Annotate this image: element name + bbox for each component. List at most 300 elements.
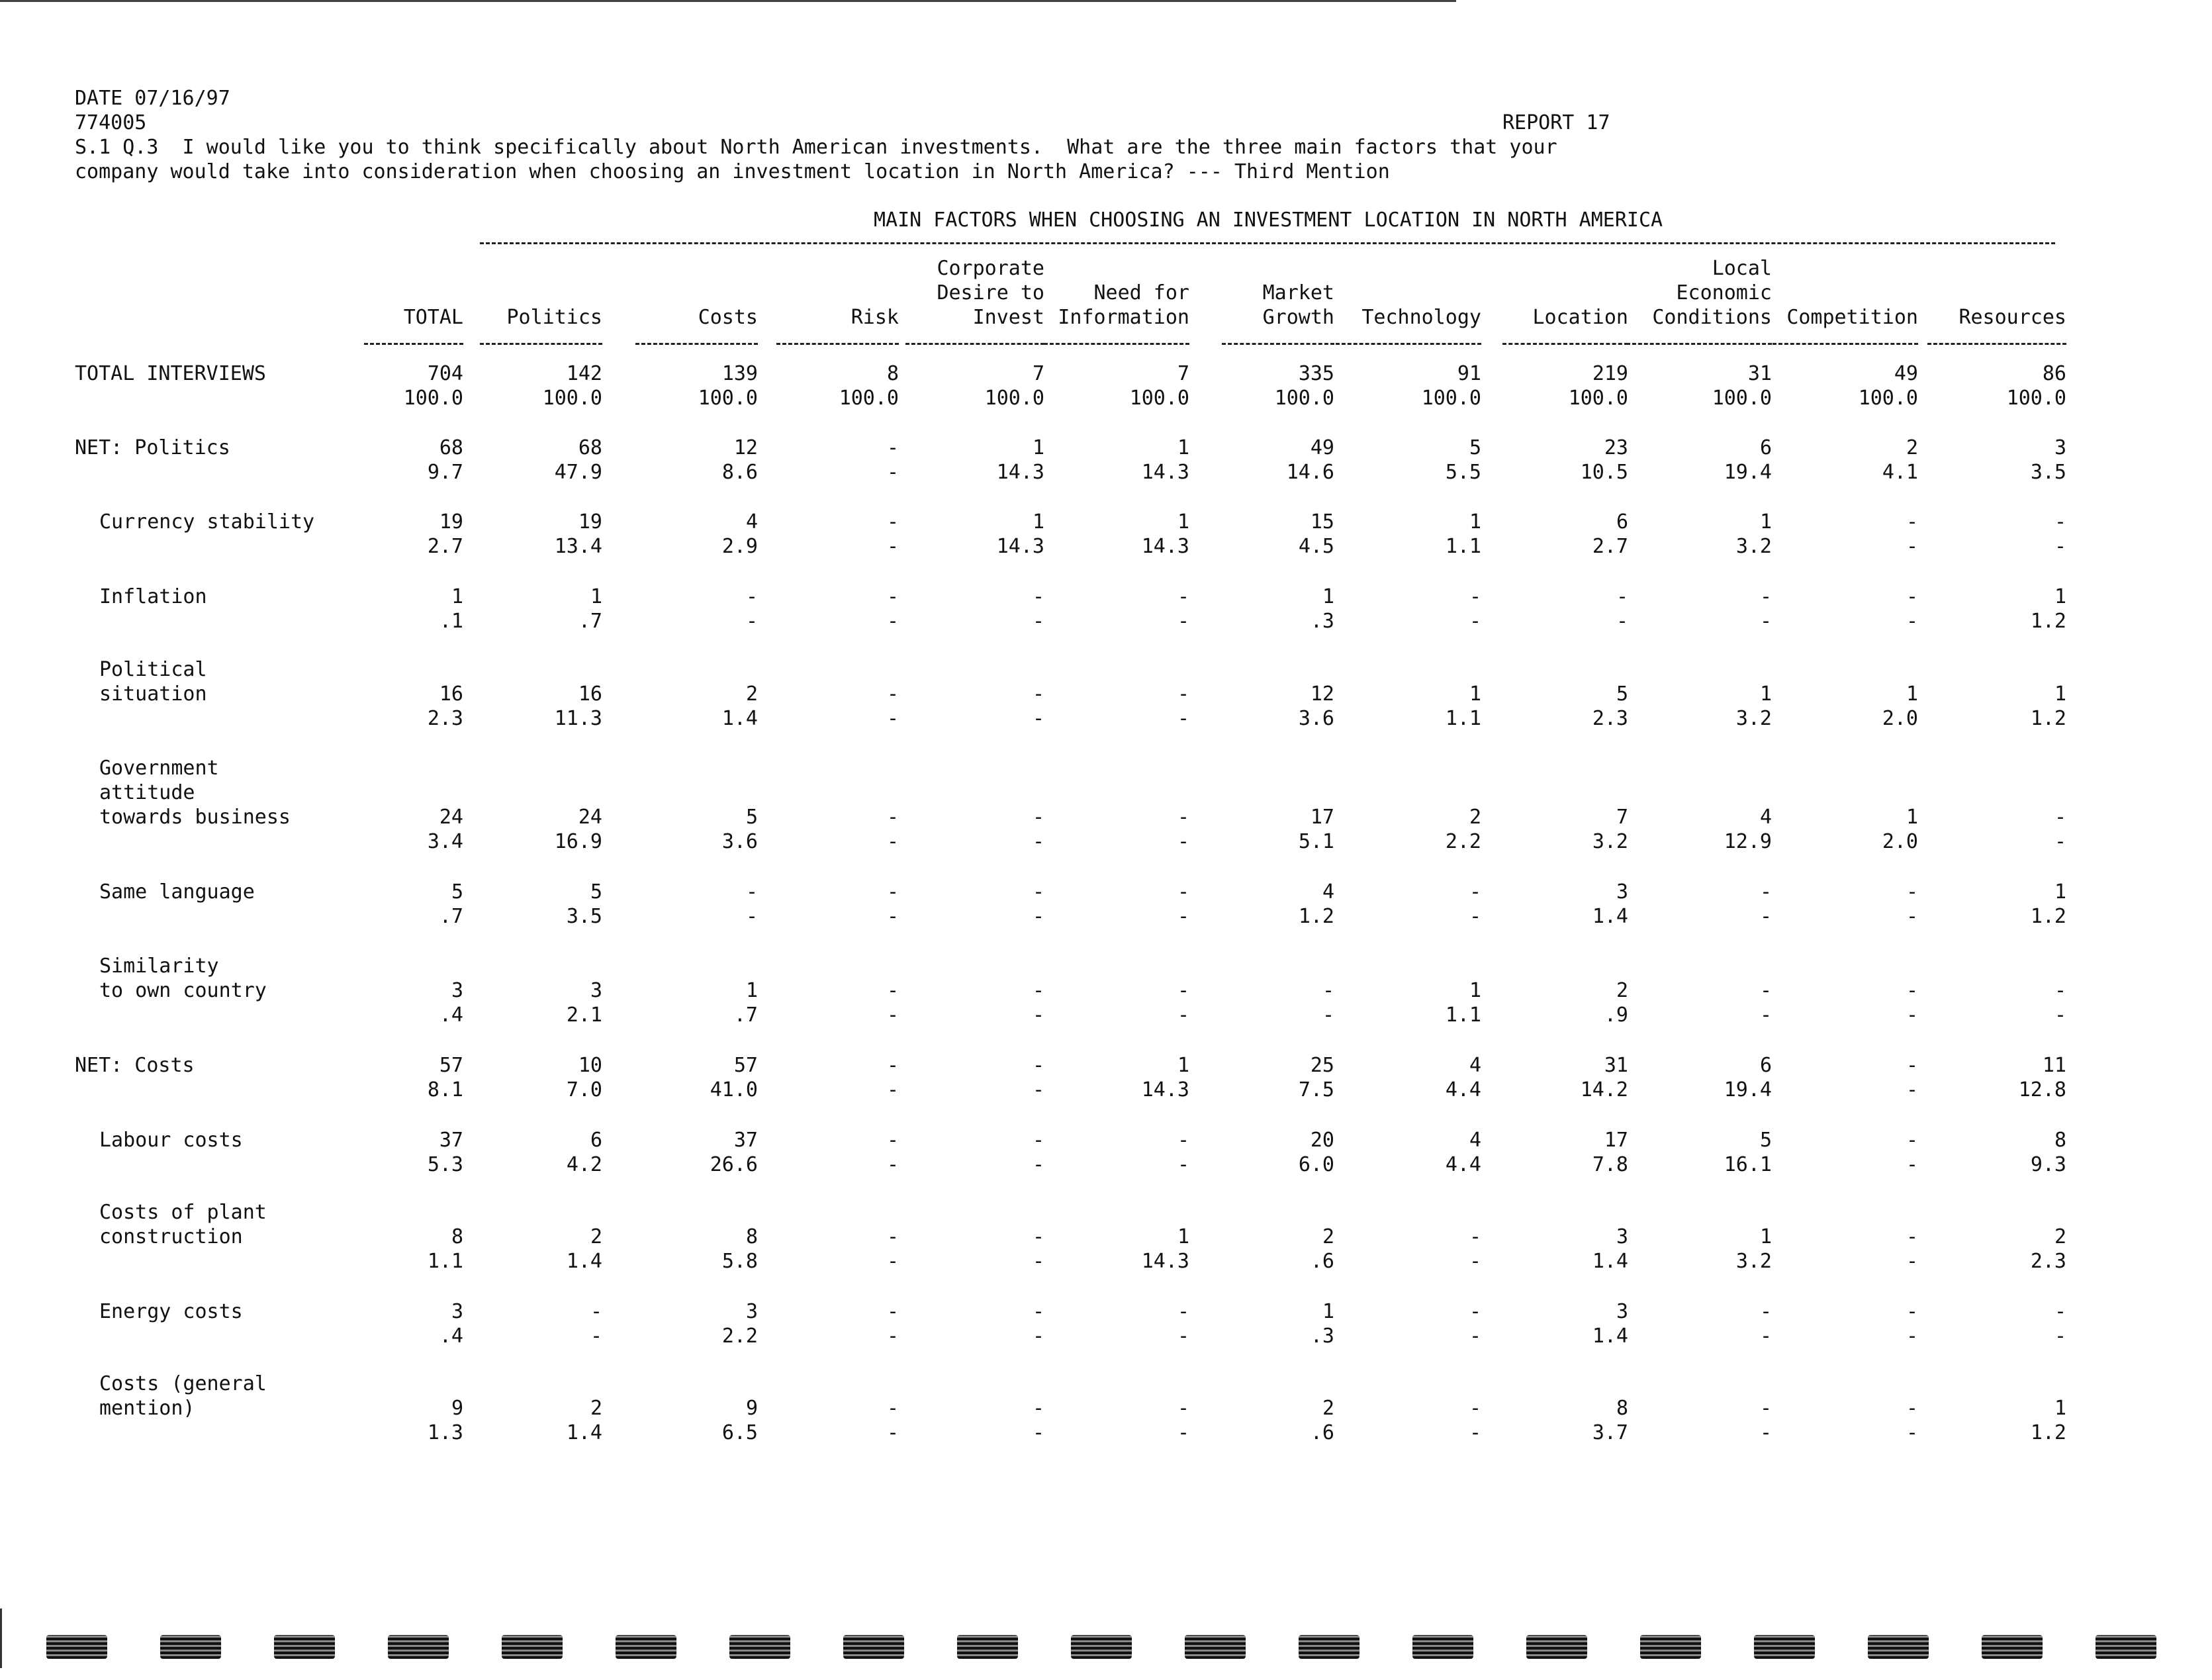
percent-cell: 7.0	[566, 1078, 602, 1101]
percent-cell: -	[886, 830, 899, 853]
percent-cell: 1.1	[1445, 1003, 1481, 1027]
count-cell: -	[1032, 682, 1044, 706]
percent-cell: 3.2	[1735, 707, 1772, 730]
count-cell: 1	[1032, 510, 1044, 534]
percent-cell: 5.5	[1445, 461, 1481, 484]
count-cell: 1	[1759, 1225, 1772, 1248]
percent-cell: 100.0	[1568, 387, 1628, 410]
count-cell: 8	[886, 362, 899, 385]
row-label	[99, 1200, 267, 1249]
feed-strip-bar	[1185, 1635, 1246, 1659]
count-cell: -	[886, 1300, 899, 1323]
percent-cell: 2.9	[721, 535, 758, 558]
job-number: 774005	[75, 111, 147, 134]
percent-cell: -	[1906, 1325, 1918, 1348]
percent-cell: 1.4	[721, 707, 758, 730]
percent-cell: -	[1469, 610, 1481, 633]
count-cell: 3	[451, 979, 463, 1002]
count-cell: -	[1759, 585, 1772, 608]
percent-cell: 41.0	[710, 1078, 758, 1101]
page-top-rule	[0, 0, 1456, 2]
percent-cell: -	[1177, 707, 1189, 730]
percent-cell: -	[886, 707, 899, 730]
column-header-underline	[905, 343, 1044, 345]
count-cell: 1	[1177, 1054, 1189, 1077]
count-cell: 7	[1032, 362, 1044, 385]
percent-cell: 12.8	[2018, 1078, 2066, 1101]
count-cell: 6	[1759, 1054, 1772, 1077]
count-cell: 16	[439, 682, 463, 706]
count-cell: 1	[2054, 585, 2066, 608]
percent-cell: 100.0	[2006, 387, 2066, 410]
percent-cell: -	[886, 461, 899, 484]
count-cell: 139	[721, 362, 758, 385]
column-header-line	[1868, 256, 2066, 281]
column-header-underline	[364, 343, 463, 345]
count-cell: 3	[1616, 1300, 1628, 1323]
percent-cell: 14.3	[1141, 535, 1189, 558]
count-cell: -	[1469, 1225, 1481, 1248]
feed-strip-bar	[502, 1635, 563, 1659]
count-cell: 31	[1604, 1054, 1628, 1077]
count-cell: 8	[1616, 1397, 1628, 1420]
percent-cell: 2.0	[1882, 830, 1918, 853]
count-cell: 4	[1469, 1129, 1481, 1152]
feed-strip-bar	[1640, 1635, 1701, 1659]
count-cell: 1	[1469, 682, 1481, 706]
row-label	[99, 1372, 267, 1421]
percent-cell: 1.4	[1592, 905, 1628, 928]
count-cell: -	[1906, 979, 1918, 1002]
count-cell: 49	[1310, 436, 1334, 459]
percent-cell: 1.2	[2030, 707, 2066, 730]
column-header-line: Risk	[851, 306, 899, 329]
count-cell: -	[1906, 1225, 1918, 1248]
percent-cell: -	[745, 610, 758, 633]
percent-cell: 1.1	[1445, 535, 1481, 558]
count-cell: -	[886, 1129, 899, 1152]
count-cell: 57	[733, 1054, 758, 1077]
percent-cell: 100.0	[1129, 387, 1189, 410]
percent-cell: -	[1469, 905, 1481, 928]
percent-cell: 3.6	[1298, 707, 1334, 730]
percent-cell: 19.4	[1724, 1078, 1772, 1101]
percent-cell: 100.0	[698, 387, 758, 410]
column-header-line: Invest	[972, 306, 1044, 329]
count-cell: 37	[733, 1129, 758, 1152]
percent-cell: -	[1469, 1250, 1481, 1273]
count-cell: 3	[590, 979, 602, 1002]
count-cell: -	[886, 510, 899, 534]
column-header-line: Costs	[698, 306, 758, 329]
row-label	[75, 436, 230, 460]
percent-cell: -	[1759, 1421, 1772, 1444]
percent-cell: 11.3	[554, 707, 602, 730]
column-header-underline	[1502, 343, 1628, 345]
count-cell: 5	[745, 806, 758, 829]
feed-strip-bar	[1412, 1635, 1473, 1659]
percent-cell: 5.1	[1298, 830, 1334, 853]
feed-strip-bar	[843, 1635, 904, 1659]
count-cell: 2	[1322, 1397, 1334, 1420]
percent-cell: 2.7	[427, 535, 463, 558]
row-label	[75, 1053, 195, 1078]
count-cell: 6	[590, 1129, 602, 1152]
feed-strip-bar	[388, 1635, 449, 1659]
row-label-line: NET: Costs	[75, 1054, 195, 1077]
feed-strip-bar	[616, 1635, 676, 1659]
count-cell: -	[1906, 585, 1918, 608]
percent-cell: 1.4	[566, 1421, 602, 1444]
percent-cell: 2.2	[1445, 830, 1481, 853]
count-cell: 1	[1469, 979, 1481, 1002]
percent-cell: 5.8	[721, 1250, 758, 1273]
row-label-line: TOTAL INTERVIEWS	[75, 362, 266, 385]
percent-cell: .9	[1604, 1003, 1628, 1027]
percent-cell: .6	[1310, 1250, 1334, 1273]
count-cell: 3	[745, 1300, 758, 1323]
percent-cell: 100.0	[1858, 387, 1918, 410]
count-cell: 219	[1592, 362, 1628, 385]
percent-cell: 1.4	[566, 1250, 602, 1273]
count-cell: 1	[745, 979, 758, 1002]
percent-cell: -	[886, 1421, 899, 1444]
row-label-line: Same language	[99, 880, 255, 904]
feed-strip-bar	[1071, 1635, 1132, 1659]
percent-cell: 14.6	[1286, 461, 1334, 484]
column-header-line: Need for	[1093, 281, 1189, 304]
percent-cell: -	[1906, 535, 1918, 558]
row-label-line: Costs (general	[99, 1372, 267, 1395]
feed-strip-bar	[2096, 1635, 2156, 1659]
percent-cell: -	[886, 1003, 899, 1027]
feed-strip-bar	[1526, 1635, 1587, 1659]
count-cell: -	[1469, 880, 1481, 904]
percent-cell: 7.8	[1592, 1153, 1628, 1176]
percent-cell: -	[1177, 1153, 1189, 1176]
row-label-line: Political	[99, 658, 207, 681]
percent-cell: -	[1906, 1421, 1918, 1444]
row-label	[99, 756, 291, 829]
percent-cell: -	[1906, 1153, 1918, 1176]
row-label-line: situation	[99, 682, 207, 706]
count-cell: 49	[1894, 362, 1918, 385]
percent-cell: -	[1032, 610, 1044, 633]
count-cell: 11	[2042, 1054, 2066, 1077]
column-header-line: Market	[1262, 281, 1334, 304]
percent-cell: 2.1	[566, 1003, 602, 1027]
percent-cell: -	[1032, 1421, 1044, 1444]
count-cell: 1	[1759, 510, 1772, 534]
percent-cell: 100.0	[1712, 387, 1772, 410]
percent-cell: 3.4	[427, 830, 463, 853]
count-cell: 1	[1177, 510, 1189, 534]
count-cell: 335	[1298, 362, 1334, 385]
percent-cell: 19.4	[1724, 461, 1772, 484]
count-cell: 1	[1322, 585, 1334, 608]
count-cell: 1	[451, 585, 463, 608]
percent-cell: 47.9	[554, 461, 602, 484]
column-header	[1868, 256, 2066, 330]
percent-cell: 4.1	[1882, 461, 1918, 484]
count-cell: 86	[2042, 362, 2066, 385]
percent-cell: 8.6	[721, 461, 758, 484]
count-cell: 25	[1310, 1054, 1334, 1077]
percent-cell: 6.5	[721, 1421, 758, 1444]
percent-cell: 12.9	[1724, 830, 1772, 853]
row-label-line: attitude	[99, 781, 195, 804]
count-cell: -	[2054, 510, 2066, 534]
count-cell: -	[1177, 1300, 1189, 1323]
percent-cell: .7	[439, 905, 463, 928]
percent-cell: .3	[1310, 610, 1334, 633]
row-label-line: Inflation	[99, 585, 207, 608]
row-label-line: Similarity	[99, 955, 219, 978]
percent-cell: -	[1032, 1153, 1044, 1176]
percent-cell: -	[1469, 1421, 1481, 1444]
column-header-underline	[635, 343, 758, 345]
count-cell: 91	[1457, 362, 1481, 385]
count-cell: 1	[1759, 682, 1772, 706]
percent-cell: 1.4	[1592, 1250, 1628, 1273]
count-cell: 15	[1310, 510, 1334, 534]
count-cell: 1	[1177, 1225, 1189, 1248]
percent-cell: 14.3	[1141, 1250, 1189, 1273]
percent-cell: 1.1	[427, 1250, 463, 1273]
count-cell: 2	[1616, 979, 1628, 1002]
column-header-line: Competition	[1786, 306, 1918, 329]
percent-cell: 2.3	[1592, 707, 1628, 730]
question-text-line-2: company would take into consideration when choosing an investment location in North America? --- Third Mention	[75, 160, 1390, 183]
feed-strip-bar	[160, 1635, 221, 1659]
percent-cell: -	[2054, 535, 2066, 558]
column-header-line: Local	[1712, 257, 1772, 280]
percent-cell: .4	[439, 1325, 463, 1348]
count-cell: -	[1032, 1300, 1044, 1323]
column-header-line: Corporate	[937, 257, 1044, 280]
percent-cell: -	[1759, 610, 1772, 633]
count-cell: 9	[745, 1397, 758, 1420]
percent-cell: 2.2	[721, 1325, 758, 1348]
count-cell: 12	[1310, 682, 1334, 706]
percent-cell: -	[1032, 707, 1044, 730]
percent-cell: -	[1322, 1003, 1334, 1027]
count-cell: -	[2054, 1300, 2066, 1323]
percent-cell: 4.4	[1445, 1078, 1481, 1101]
percent-cell: -	[886, 1153, 899, 1176]
count-cell: -	[1032, 806, 1044, 829]
percent-cell: 100.0	[1274, 387, 1334, 410]
count-cell: 1	[2054, 880, 2066, 904]
column-header-underline	[776, 343, 899, 345]
percent-cell: 3.2	[1592, 830, 1628, 853]
percent-cell: 26.6	[710, 1153, 758, 1176]
feed-strip-bar	[1868, 1635, 1929, 1659]
percent-cell: 100.0	[1421, 387, 1481, 410]
row-label-line: construction	[99, 1225, 243, 1248]
count-cell: -	[1759, 1300, 1772, 1323]
column-header-line: Location	[1532, 306, 1628, 329]
percent-cell: -	[886, 535, 899, 558]
row-label	[99, 657, 207, 706]
count-cell: -	[886, 1225, 899, 1248]
column-header-underline	[480, 343, 602, 345]
feed-strip-bar	[957, 1635, 1018, 1659]
column-header-line: Economic	[1676, 281, 1772, 304]
count-cell: 2	[590, 1397, 602, 1420]
column-header-underline	[1773, 343, 1918, 345]
column-header-line: Information	[1058, 306, 1189, 329]
count-cell: 17	[1604, 1129, 1628, 1152]
count-cell: 24	[578, 806, 602, 829]
count-cell: -	[1032, 880, 1044, 904]
row-label-line: Government	[99, 757, 219, 780]
count-cell: 68	[578, 436, 602, 459]
count-cell: 3	[2054, 436, 2066, 459]
count-cell: -	[1906, 1397, 1918, 1420]
count-cell: 8	[745, 1225, 758, 1248]
percent-cell: -	[1032, 1003, 1044, 1027]
percent-cell: 100.0	[542, 387, 602, 410]
count-cell: -	[1177, 1129, 1189, 1152]
count-cell: 24	[439, 806, 463, 829]
column-header-underline	[1222, 343, 1334, 345]
percent-cell: 2.7	[1592, 535, 1628, 558]
count-cell: 1	[1469, 510, 1481, 534]
count-cell: 6	[1759, 436, 1772, 459]
percent-cell: 14.3	[1141, 461, 1189, 484]
count-cell: -	[745, 880, 758, 904]
column-header-underline	[1927, 343, 2066, 345]
percent-cell: -	[1177, 1325, 1189, 1348]
column-header-underline	[1626, 343, 1772, 345]
count-cell: 17	[1310, 806, 1334, 829]
report-number: REPORT 17	[1502, 111, 1610, 134]
percent-cell: 14.3	[996, 461, 1044, 484]
percent-cell: 100.0	[984, 387, 1044, 410]
row-label-line: towards business	[99, 806, 291, 829]
count-cell: -	[886, 436, 899, 459]
percent-cell: -	[1177, 1421, 1189, 1444]
row-label-line: NET: Politics	[75, 436, 230, 459]
banner-dashed-rule	[480, 242, 2055, 244]
count-cell: -	[886, 880, 899, 904]
percent-cell: -	[1032, 1078, 1044, 1101]
count-cell: -	[886, 585, 899, 608]
count-cell: 7	[1616, 806, 1628, 829]
percent-cell: -	[2054, 1325, 2066, 1348]
count-cell: -	[1759, 880, 1772, 904]
percent-cell: 6.0	[1298, 1153, 1334, 1176]
row-label	[99, 954, 267, 1003]
percent-cell: 1.3	[427, 1421, 463, 1444]
count-cell: -	[1032, 979, 1044, 1002]
row-label-line: Currency stability	[99, 510, 315, 534]
count-cell: -	[1032, 1054, 1044, 1077]
row-label	[99, 1299, 243, 1324]
feed-strip-bar	[1982, 1635, 2043, 1659]
percent-cell: 3.6	[721, 830, 758, 853]
percent-cell: 1.2	[2030, 1421, 2066, 1444]
count-cell: 5	[451, 880, 463, 904]
row-label	[75, 361, 266, 386]
count-cell: 1	[1906, 682, 1918, 706]
count-cell: 4	[745, 510, 758, 534]
count-cell: -	[1177, 682, 1189, 706]
percent-cell: -	[886, 1250, 899, 1273]
column-header-line: Resources	[1959, 306, 2066, 329]
percent-cell: 10.5	[1580, 461, 1628, 484]
percent-cell: 9.7	[427, 461, 463, 484]
count-cell: -	[1469, 1397, 1481, 1420]
count-cell: 5	[1616, 682, 1628, 706]
count-cell: -	[886, 682, 899, 706]
row-label-line: mention)	[99, 1397, 195, 1420]
percent-cell: 13.4	[554, 535, 602, 558]
percent-cell: .3	[1310, 1325, 1334, 1348]
count-cell: -	[1032, 1397, 1044, 1420]
count-cell: 1	[1322, 1300, 1334, 1323]
count-cell: 4	[1469, 1054, 1481, 1077]
percent-cell: -	[1759, 1003, 1772, 1027]
row-label	[99, 1128, 243, 1152]
count-cell: 20	[1310, 1129, 1334, 1152]
count-cell: -	[1906, 1300, 1918, 1323]
percent-cell: 3.2	[1735, 535, 1772, 558]
count-cell: 16	[578, 682, 602, 706]
percent-cell: 4.2	[566, 1153, 602, 1176]
feed-strip-bar	[46, 1635, 107, 1659]
count-cell: 2	[745, 682, 758, 706]
count-cell: 1	[1906, 806, 1918, 829]
column-header-underline	[1044, 343, 1189, 345]
column-header-line	[1868, 281, 2066, 305]
count-cell: 5	[1469, 436, 1481, 459]
percent-cell: .4	[439, 1003, 463, 1027]
row-label-line: Costs of plant	[99, 1201, 267, 1224]
count-cell: -	[1032, 585, 1044, 608]
row-label-line: Energy costs	[99, 1300, 243, 1323]
row-label	[99, 880, 255, 904]
count-cell: 19	[578, 510, 602, 534]
percent-cell: 100.0	[403, 387, 463, 410]
count-cell: 142	[566, 362, 602, 385]
percent-cell: 14.3	[996, 535, 1044, 558]
percent-cell: 3.5	[566, 905, 602, 928]
report-date: DATE 07/16/97	[75, 87, 230, 110]
percent-cell: -	[1759, 905, 1772, 928]
count-cell: -	[1032, 1129, 1044, 1152]
count-cell: 2	[1906, 436, 1918, 459]
percent-cell: -	[886, 610, 899, 633]
count-cell: 2	[2054, 1225, 2066, 1248]
percent-cell: 3.5	[2030, 461, 2066, 484]
count-cell: -	[886, 1397, 899, 1420]
count-cell: -	[1032, 1225, 1044, 1248]
count-cell: 1	[2054, 682, 2066, 706]
count-cell: -	[1177, 979, 1189, 1002]
percent-cell: -	[2054, 830, 2066, 853]
count-cell: -	[1469, 1300, 1481, 1323]
count-cell: -	[1906, 1129, 1918, 1152]
count-cell: 1	[1177, 436, 1189, 459]
percent-cell: 16.1	[1724, 1153, 1772, 1176]
percent-cell: -	[1177, 610, 1189, 633]
percent-cell: 1.2	[2030, 610, 2066, 633]
count-cell: 4	[1322, 880, 1334, 904]
percent-cell: -	[1032, 905, 1044, 928]
count-cell: -	[1469, 585, 1481, 608]
